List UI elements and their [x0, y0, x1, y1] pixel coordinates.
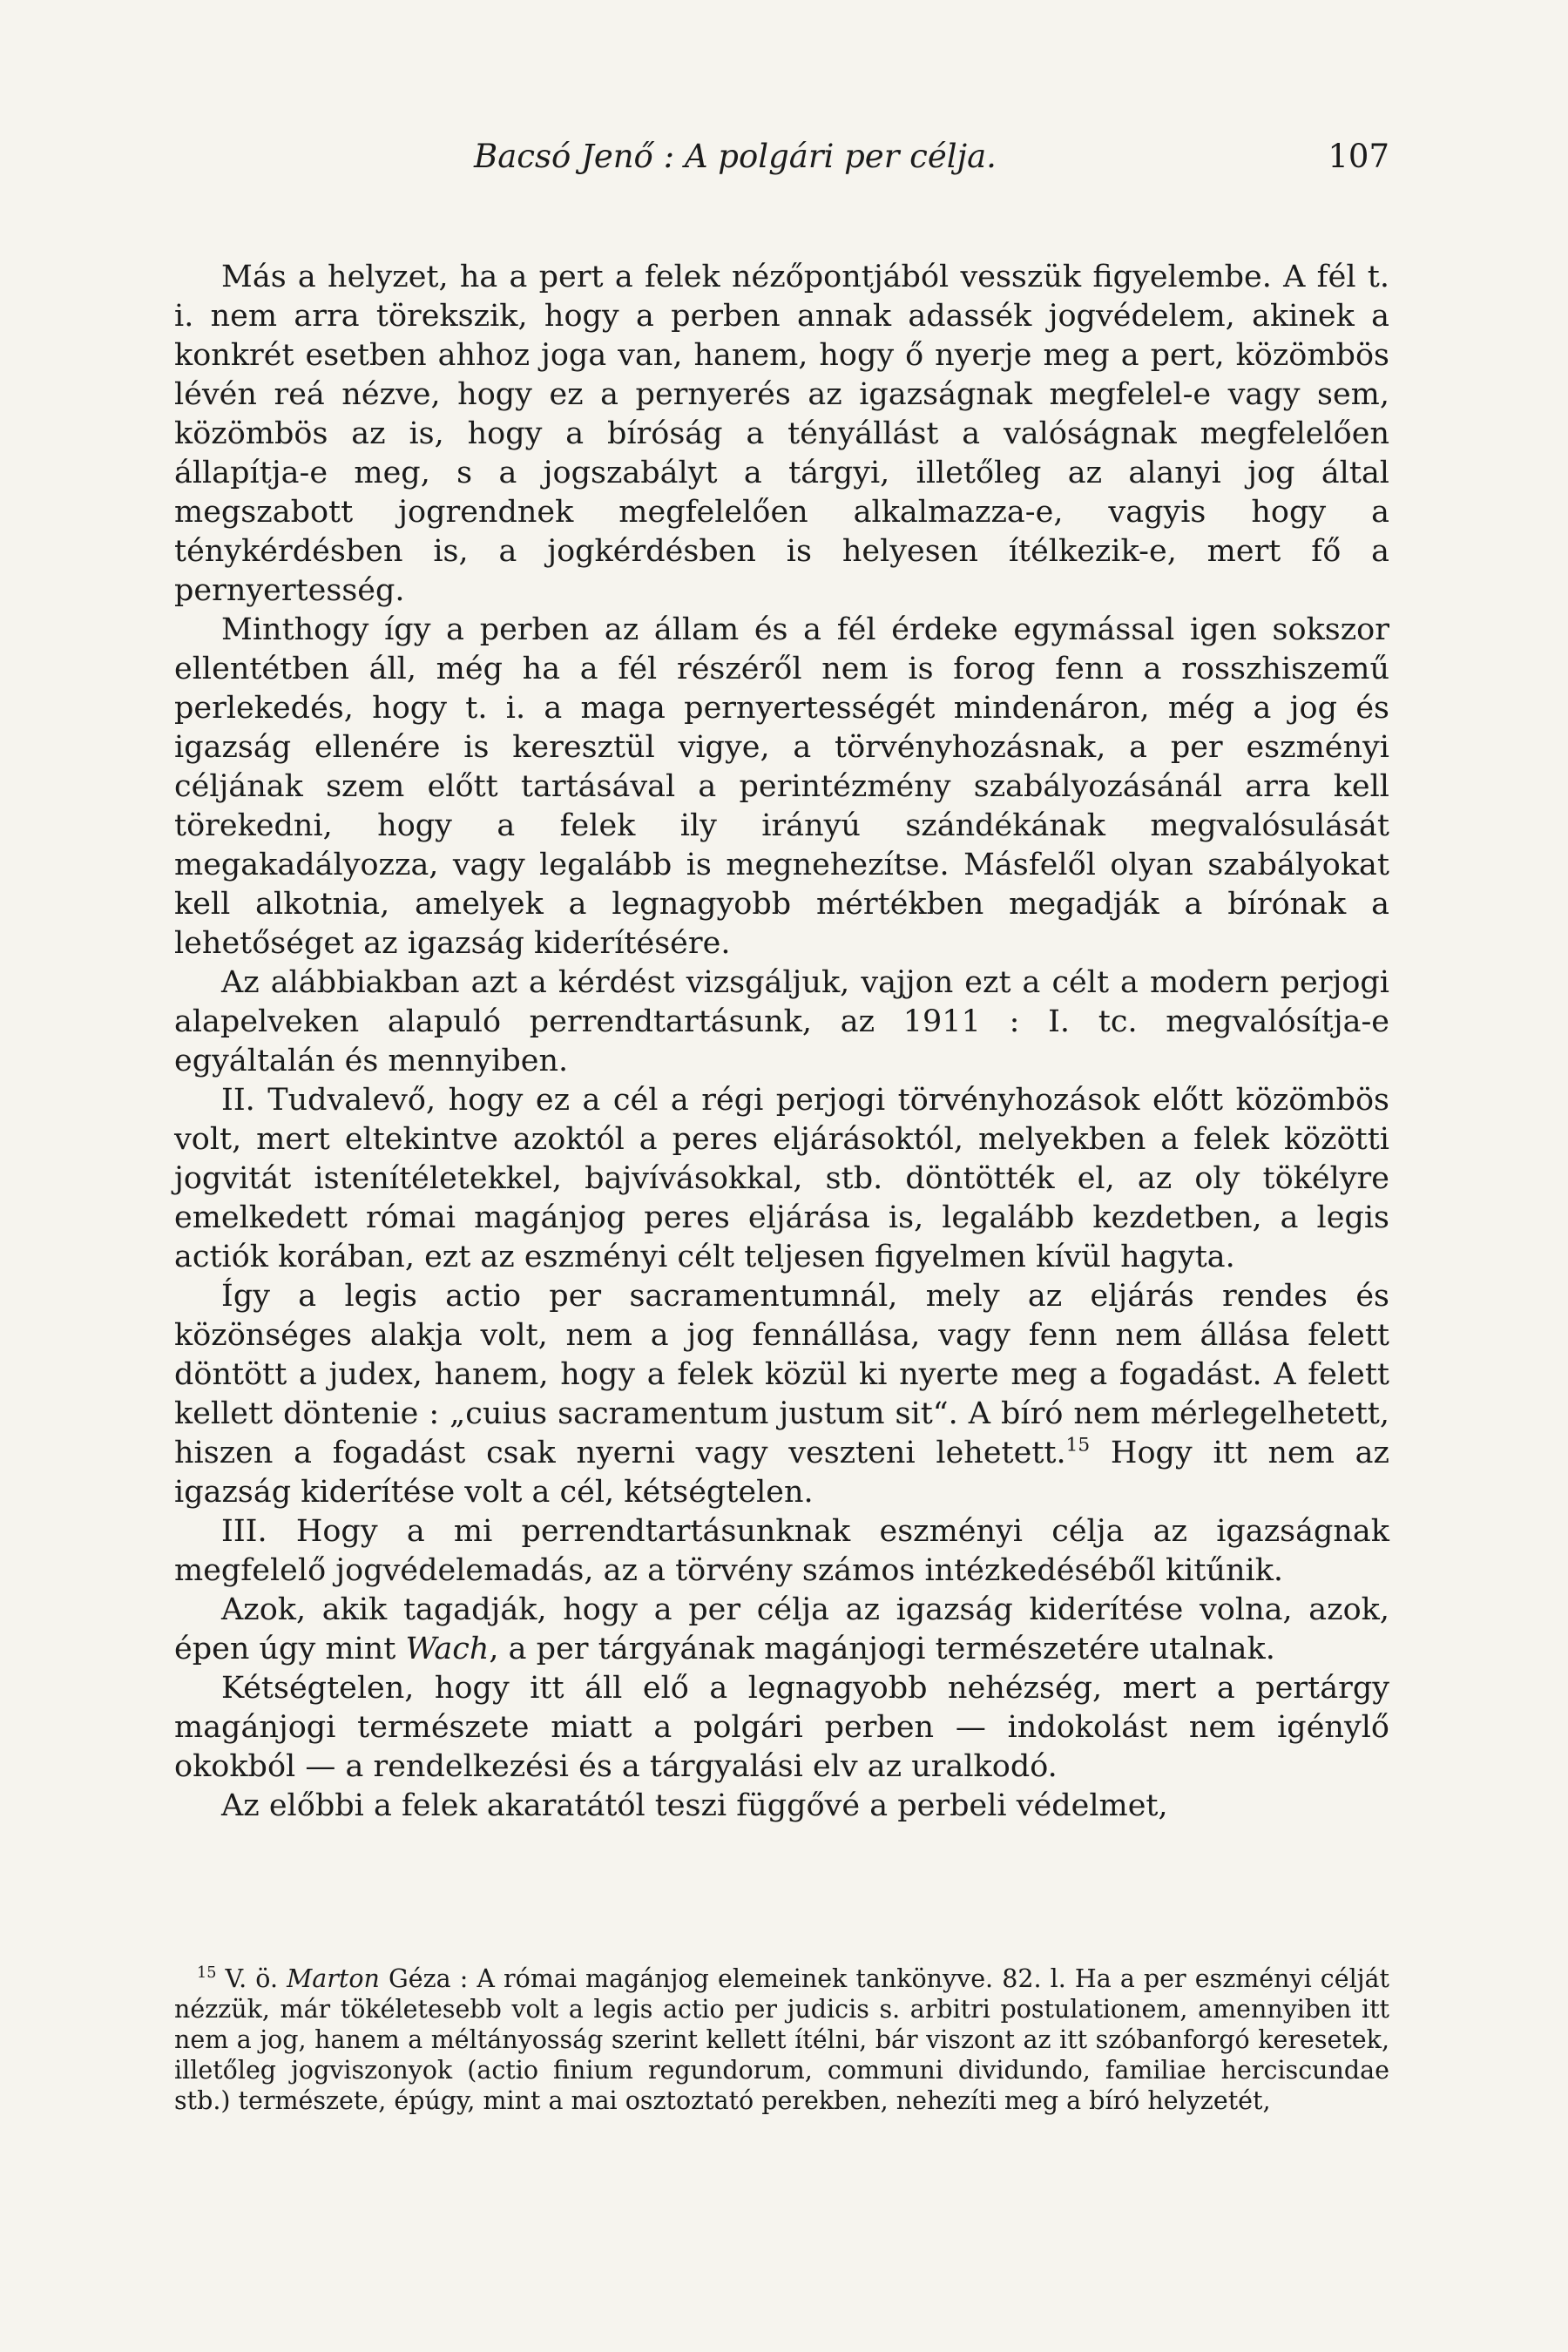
paragraph-7: [174, 1591, 1389, 1669]
paragraph-3: [174, 963, 1389, 1081]
paragraph-4: [174, 1081, 1389, 1277]
paragraph-5: [174, 1277, 1389, 1512]
footnote: [174, 1963, 1389, 2116]
paragraph-9: [174, 1787, 1389, 1826]
paragraph-1: [174, 258, 1389, 611]
text-run: Minthogy így a perben az állam és a fél érdeke egymással igen sokszor ellentétben áll, még ha a fél részéről nem is forog fenn a rosszhiszemű perlekedés, hogy t. i. a maga pernyertességét mindenáron, még a jog és igazság ellenére is keresztül vigye, a törvényhozásnak, a per eszményi céljának szem előtt tartásával a perintézmény szabályozásánál arra kell törekedni, hogy a felek ily irányú szándékának megvalósulását megakadályozza, vagy legalább is megnehezítse. Másfelől olyan szabályokat kell alkotnia, amelyek a legnagyobb mértékben megadják a bírónak a lehetőséget az igazság kiderítésére.: [174, 612, 1389, 961]
footnote-15: [174, 1963, 1389, 2116]
text-run: Kétségtelen, hogy itt áll elő a legnagyobb nehézség, mert a pertárgy magánjogi természete miatt a polgári perben — indokolást nem igénylő okokból — a rendelkezési és a tárgyalási elv az uralkodó.: [174, 1671, 1389, 1784]
page-number: 107: [1328, 138, 1389, 175]
running-title: Bacsó Jenő : A polgári per célja.: [474, 138, 997, 175]
footnote-marker: 15: [197, 1964, 217, 1983]
paragraph-6: [174, 1512, 1389, 1591]
text-run: Hogy itt nem az igazság kiderítése volt a cél, kétségtelen.: [174, 1436, 1389, 1510]
text-run: V. ö.: [216, 1964, 287, 1993]
paragraph-2: [174, 611, 1389, 963]
emphasized-name: Marton: [287, 1964, 380, 1993]
body-text: [174, 258, 1389, 1826]
text-run: III. Hogy a mi perrendtartásunknak eszményi célja az igazságnak megfelelő jogvédelemadás, az a törvény számos intézkedéséből kitűnik.: [174, 1514, 1389, 1588]
text-run: Más a helyzet, ha a pert a felek nézőpontjából vesszük figyelembe. A fél t. i. nem arra törekszik, hogy a perben annak adassék jogvédelem, akinek a konkrét esetben ahhoz joga van, hanem, hogy ő nyerje meg a pert, közömbös lévén reá nézve, hogy ez a pernyerés az igazságnak megfelel-e vagy sem, közömbös az is, hogy a bíróság a tényállást a valóságnak megfelelően állapítja-e meg, s a jogszabályt a tárgyi, illetőleg az alanyi jog által megszabott jogrendnek megfelelően alkalmazza-e, vagyis hogy a ténykérdésben is, a jogkérdésben is helyesen ítélkezik-e, mert fő a pernyertesség.: [174, 260, 1389, 608]
text-run: Géza : A római magánjog elemeinek tankönyve. 82. l. Ha a per eszményi célját nézzük, már tökéletesebb volt a legis actio per judicis s. arbitri postulationem, amennyiben itt nem a jog, hanem a méltányosság szerint kellett ítélni, bár viszont az itt szóbanforgó keresetek, illetőleg jogviszonyok (actio finium regundorum, communi dividundo, familiae herciscundae stb.) természete, épúgy, mint a mai osztoztató perekben, nehezíti meg a bíró helyzetét,: [174, 1964, 1389, 2115]
footnote-marker: 15: [1065, 1434, 1091, 1456]
paragraph-8: [174, 1669, 1389, 1787]
text-run: , a per tárgyának magánjogi természetére utalnak.: [489, 1632, 1275, 1666]
text-run: Az alábbiakban azt a kérdést vizsgáljuk, vajjon ezt a célt a modern perjogi alapelveken alapuló perrendtartásunk, az 1911 : I. tc. megvalósítja-e egyáltalán és mennyiben.: [174, 965, 1389, 1078]
text-run: Azok, akik tagadják, hogy a per célja az igazság kiderítése volna, azok, épen úgy mint: [174, 1592, 1389, 1666]
text-run: Az előbbi a felek akaratától teszi függővé a perbeli védelmet,: [221, 1788, 1168, 1823]
text-run: Így a legis actio per sacramentumnál, mely az eljárás rendes és közönséges alakja volt, nem a jog fennállása, vagy fenn nem állása felett döntött a judex, hanem, hogy a felek közül ki nyerte meg a fogadást. A felett kellett döntenie : „cuius sacramentum justum sit“. A bíró nem mérlegelhetett, hiszen a fogadást csak nyerni vagy veszteni lehetett.: [174, 1279, 1389, 1470]
text-run: II. Tudvalevő, hogy ez a cél a régi perjogi törvényhozások előtt közömbös volt, mert eltekintve azoktól a peres eljárásoktól, melyekben a felek közötti jogvitát istenítéletekkel, bajvívásokkal, stb. döntötték el, az oly tökélyre emelkedett római magánjog peres eljárása is, legalább kezdetben, a legis actiók korában, ezt az eszményi célt teljesen figyelmen kívül hagyta.: [174, 1083, 1389, 1274]
emphasized-name: Wach: [405, 1632, 490, 1666]
running-head: [174, 138, 1389, 175]
